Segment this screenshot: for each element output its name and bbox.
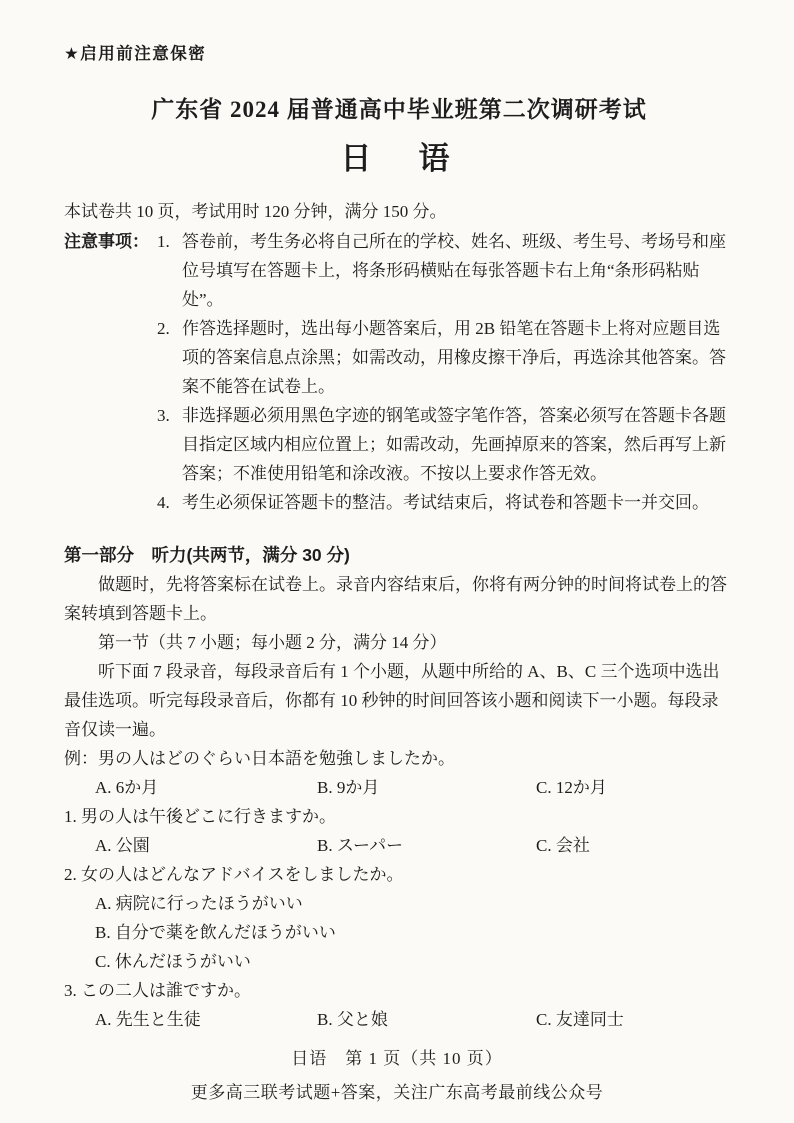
section1-intro: 听下面 7 段录音，每段录音后有 1 个小题，从题中所给的 A、B、C 三个选项中选出最佳选项。听完每段录音后，你都有 10 秒钟的时间回答该小题和阅读下一小题。每段录音仅读一遍。	[64, 662, 720, 739]
example-options-row	[95, 773, 734, 802]
example-option-b: B. 9か月	[317, 778, 380, 797]
note-item-4	[157, 488, 734, 517]
part1-heading: 第一部分 听力(共两节，满分 30 分)	[64, 545, 350, 565]
note-item-2	[157, 314, 734, 401]
exam-meta-line: 本试卷共 10 页，考试用时 120 分钟，满分 150 分。	[64, 202, 447, 221]
note-number: 1.	[157, 232, 170, 251]
question-2-options-stack	[95, 889, 734, 976]
question-1-option-b: B. スーパー	[317, 836, 404, 855]
note-text: 答卷前，考生务必将自己所在的学校、姓名、班级、考生号、考场号和座位号填写在答题卡上，将条形码横贴在每张答题卡右上角“条形码粘贴处”。	[182, 232, 726, 309]
page-number-line: 日语 第 1 页（共 10 页）	[291, 1049, 503, 1068]
part1-intro: 做题时，先将答案标在试卷上。录音内容结束后，你将有两分钟的时间将试卷上的答案转填到答题卡上。	[64, 575, 727, 623]
question-2-option-c: C. 休んだほうがいい	[95, 952, 251, 971]
question-3-option-a: A. 先生と生徒	[95, 1010, 201, 1029]
question-3: 3. この二人は誰ですか。	[64, 981, 251, 1000]
question-1-options-row	[95, 831, 734, 860]
note-number: 4.	[157, 493, 170, 512]
note-number: 2.	[157, 319, 170, 338]
note-item-1	[64, 227, 734, 314]
question-2-option-b: B. 自分で薬を飲んだほうがいい	[95, 923, 336, 942]
note-item-3	[157, 401, 734, 488]
subject-title: 日 语	[340, 141, 458, 176]
notes-label: 注意事项：	[64, 232, 149, 251]
example-question: 例：男の人はどのぐらい日本語を勉強しましたか。	[64, 749, 455, 768]
note-text: 作答选择题时，选出每小题答案后，用 2B 铅笔在答题卡上将对应题目选项的答案信息点涂黑；如需改动，用橡皮擦干净后，再选涂其他答案。答案不能答在试卷上。	[182, 319, 726, 396]
note-text: 考生必须保证答题卡的整洁。考试结束后，将试卷和答题卡一并交回。	[182, 493, 709, 512]
section1-heading: 第一节（共 7 小题；每小题 2 分，满分 14 分）	[98, 633, 447, 652]
question-2: 2. 女の人はどんなアドバイスをしましたか。	[64, 865, 404, 884]
note-number: 3.	[157, 406, 170, 425]
question-1: 1. 男の人は午後どこに行きますか。	[64, 807, 336, 826]
question-3-option-b: B. 父と娘	[317, 1010, 388, 1029]
example-option-c: C. 12か月	[536, 778, 607, 797]
notes-block	[64, 227, 734, 517]
note-text: 非选择题必须用黑色字迹的钢笔或签字笔作答，答案必须写在答题卡各题目指定区域内相应位置上；如需改动，先画掉原来的答案，然后再写上新答案；不准使用铅笔和涂改液。不按以上要求作答无效。	[182, 406, 726, 483]
promo-footer-line: 更多高三联考试题+答案，关注广东高考最前线公众号	[190, 1083, 604, 1102]
security-notice: ★启用前注意保密	[64, 45, 207, 63]
question-3-options-row	[95, 1005, 734, 1034]
question-1-option-a: A. 公園	[95, 836, 150, 855]
question-1-option-c: C. 会社	[536, 836, 590, 855]
question-3-option-c: C. 友達同士	[536, 1010, 624, 1029]
question-2-option-a: A. 病院に行ったほうがいい	[95, 894, 303, 913]
example-option-a: A. 6か月	[95, 778, 159, 797]
exam-title: 广东省 2024 届普通高中毕业班第二次调研考试	[151, 97, 647, 122]
